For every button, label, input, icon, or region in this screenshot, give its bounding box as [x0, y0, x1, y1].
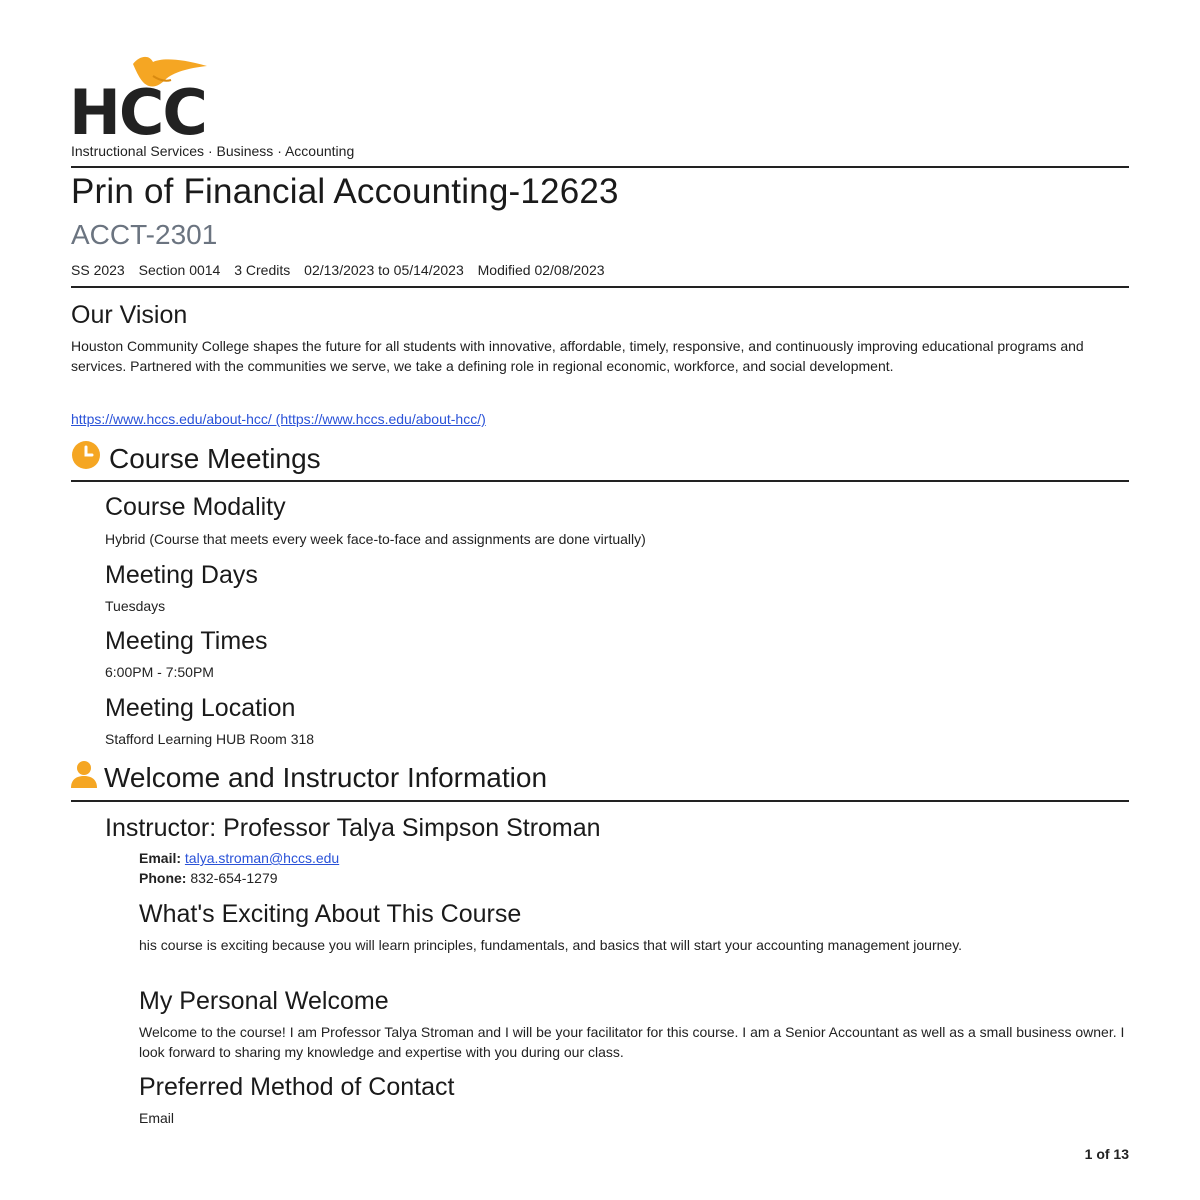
logo-text: HCC [69, 76, 206, 138]
exciting-heading: What's Exciting About This Course [139, 900, 522, 928]
contact-heading: Preferred Method of Contact [139, 1073, 455, 1101]
modality-heading: Course Modality [105, 493, 286, 521]
divider [71, 166, 1129, 168]
course-credits: 3 Credits [234, 262, 291, 278]
welcome-heading: My Personal Welcome [139, 987, 389, 1015]
instructor-name-heading: Instructor: Professor Talya Simpson Stroman [105, 814, 601, 842]
instructor-section-heading [70, 760, 547, 795]
course-meta [71, 262, 615, 278]
course-modified: Modified 02/08/2023 [477, 262, 605, 278]
vision-heading: Our Vision [71, 301, 188, 329]
meeting-days-heading: Meeting Days [105, 561, 258, 589]
course-term: SS 2023 [71, 262, 125, 278]
meeting-times-text: 6:00PM - 7:50PM [105, 664, 214, 680]
divider [71, 286, 1129, 288]
divider [71, 480, 1129, 482]
exciting-text: his course is exciting because you will learn principles, fundamentals, and basics that will start your accounting management journey. [139, 937, 963, 953]
instructor-phone: 832-654-1279 [190, 870, 278, 886]
clock-icon [71, 440, 101, 477]
divider [71, 800, 1129, 802]
meeting-times-heading: Meeting Times [105, 627, 268, 655]
instructor-email-link[interactable]: talya.stroman@hccs.edu [184, 850, 340, 866]
meeting-location-heading: Meeting Location [105, 694, 296, 722]
vision-text: Houston Community College shapes the future for all students with innovative, affordable, timely, responsive, and continuously improving educational programs and services. Partnered with the communities we serve, we take a defining role in regional economic, workforce, and social development. [71, 338, 1084, 374]
hcc-logo [69, 54, 247, 138]
course-meetings-title: Course Meetings [109, 442, 321, 474]
contact-text: Email [139, 1110, 175, 1126]
instructor-email-line [139, 848, 339, 868]
email-label: Email: [139, 850, 182, 866]
course-section: Section 0014 [138, 262, 221, 278]
person-icon [70, 760, 98, 795]
course-meetings-heading [71, 440, 321, 477]
meeting-location-text: Stafford Learning HUB Room 318 [105, 731, 315, 747]
instructor-section-title: Welcome and Instructor Information [104, 761, 548, 793]
instructor-phone-line [139, 868, 278, 888]
breadcrumb: Instructional Services · Business · Accounting [71, 143, 355, 159]
course-code: ACCT-2301 [71, 219, 218, 250]
meeting-days-text: Tuesdays [105, 598, 166, 614]
page-number: 1 of 13 [1084, 1146, 1129, 1162]
about-hcc-link[interactable]: https://www.hccs.edu/about-hcc/ (https://www.hccs.edu/about-hcc/) [71, 411, 486, 427]
welcome-text: Welcome to the course! I am Professor Talya Stroman and I will be your facilitator for this course. I am a Senior Accountant as well as a small business owner. I look forward to sharing my knowledge and expertise with you during our class. [139, 1024, 1125, 1060]
phone-label: Phone: [139, 870, 187, 886]
modality-text: Hybrid (Course that meets every week face-to-face and assignments are done virtually) [105, 531, 646, 547]
page-title: Prin of Financial Accounting-12623 [71, 172, 619, 211]
course-dates: 02/13/2023 to 05/14/2023 [304, 262, 464, 278]
